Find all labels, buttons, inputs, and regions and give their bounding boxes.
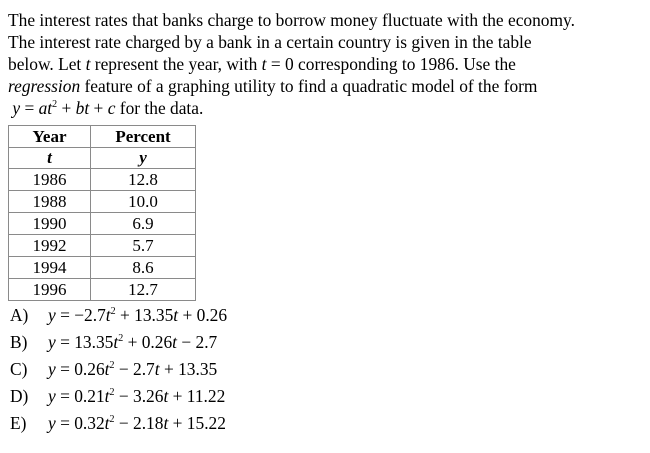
eq-exponent: 2 — [118, 333, 124, 344]
eq-t: t — [104, 413, 110, 433]
eq-part: − 2.18 — [114, 413, 164, 433]
problem-line-2: The interest rate charged by a bank in a certain country is given in the table — [8, 32, 532, 52]
cell-year: 1994 — [9, 257, 91, 279]
model-form-line — [8, 97, 648, 119]
table-header-row — [9, 126, 196, 148]
eq-part: − 3.26 — [114, 386, 164, 406]
form-equals: = — [20, 98, 39, 118]
choice-b[interactable] — [10, 329, 227, 356]
form-plus: + — [57, 98, 76, 118]
line4-text: feature of a graphing utility to find a quadratic model of the form — [80, 76, 538, 96]
table-subheader-row — [9, 148, 196, 169]
cell-percent: 5.7 — [91, 235, 196, 257]
choice-label: D) — [10, 386, 29, 406]
eq-part: = 0.26 — [55, 359, 105, 379]
eq-exponent: 2 — [109, 387, 115, 398]
choice-equation — [48, 302, 227, 329]
line3-text-c: = 0 corresponding to 1986. Use the — [266, 54, 516, 74]
answer-choices — [10, 302, 227, 437]
eq-part: = −2.7 — [55, 305, 106, 325]
eq-part: = 13.35 — [55, 332, 114, 352]
subheader-t: t — [9, 148, 91, 169]
eq-t: t — [105, 305, 111, 325]
form-at: at — [38, 98, 53, 118]
choice-label: E) — [10, 413, 27, 433]
form-bt: bt — [75, 98, 90, 118]
choice-equation — [48, 356, 217, 383]
subheader-y: y — [91, 148, 196, 169]
header-year: Year — [9, 126, 91, 148]
table-row — [9, 257, 196, 279]
variable-t: t — [85, 54, 91, 74]
line3-text-a: below. Let — [8, 54, 86, 74]
eq-t: t — [104, 359, 110, 379]
choice-label: B) — [10, 332, 28, 352]
eq-part: = 0.21 — [55, 386, 105, 406]
eq-y: y — [48, 413, 56, 433]
form-y: y — [12, 98, 21, 118]
cell-year: 1986 — [9, 169, 91, 191]
cell-percent: 6.9 — [91, 213, 196, 235]
header-percent: Percent — [91, 126, 196, 148]
eq-part: + 13.35 — [115, 305, 174, 325]
problem-line-4 — [8, 75, 648, 97]
eq-exponent: 2 — [110, 306, 116, 317]
choice-d[interactable] — [10, 383, 227, 410]
choice-label: C) — [10, 359, 28, 379]
table-row — [9, 279, 196, 301]
table-row — [9, 235, 196, 257]
choice-equation — [48, 329, 217, 356]
form-tail: for the data. — [115, 98, 204, 118]
eq-y: y — [48, 305, 56, 325]
variable-t: t — [261, 54, 267, 74]
eq-t: t — [173, 305, 179, 325]
eq-part: = 0.32 — [55, 413, 105, 433]
cell-percent: 12.8 — [91, 169, 196, 191]
eq-t: t — [163, 413, 169, 433]
choice-c[interactable] — [10, 356, 227, 383]
choice-equation — [48, 383, 225, 410]
eq-t: t — [154, 359, 160, 379]
form-plus: + — [89, 98, 108, 118]
eq-exponent: 2 — [109, 414, 115, 425]
eq-part: + 0.26 — [178, 305, 228, 325]
table-row — [9, 213, 196, 235]
eq-y: y — [48, 359, 56, 379]
table-row — [9, 169, 196, 191]
regression-term: regression — [8, 76, 81, 96]
cell-percent: 10.0 — [91, 191, 196, 213]
eq-y: y — [48, 332, 56, 352]
cell-percent: 8.6 — [91, 257, 196, 279]
eq-part: + 15.22 — [168, 413, 226, 433]
eq-t: t — [163, 386, 169, 406]
eq-t: t — [172, 332, 177, 352]
cell-year: 1988 — [9, 191, 91, 213]
choice-e[interactable] — [10, 410, 227, 437]
choice-a[interactable] — [10, 302, 227, 329]
problem-line-3 — [8, 53, 648, 75]
cell-year: 1992 — [9, 235, 91, 257]
eq-t: t — [104, 386, 110, 406]
eq-part: + 11.22 — [168, 386, 226, 406]
cell-year: 1990 — [9, 213, 91, 235]
eq-y: y — [48, 386, 56, 406]
eq-exponent: 2 — [109, 360, 115, 371]
eq-part: + 13.35 — [159, 359, 218, 379]
cell-percent: 12.7 — [91, 279, 196, 301]
problem-statement — [8, 9, 648, 119]
eq-part: − 2.7 — [114, 359, 155, 379]
table-row — [9, 191, 196, 213]
choice-equation — [48, 410, 226, 437]
eq-t: t — [113, 332, 119, 352]
form-exponent: 2 — [52, 99, 58, 110]
choice-label: A) — [10, 305, 29, 325]
problem-line-1: The interest rates that banks charge to borrow money fluctuate with the economy. — [8, 10, 575, 30]
interest-rate-table — [8, 125, 196, 301]
cell-year: 1996 — [9, 279, 91, 301]
line3-text-b: represent the year, with — [90, 54, 262, 74]
eq-part: − 2.7 — [177, 332, 218, 352]
form-c: c — [107, 98, 116, 118]
eq-part: + 0.26 — [123, 332, 173, 352]
